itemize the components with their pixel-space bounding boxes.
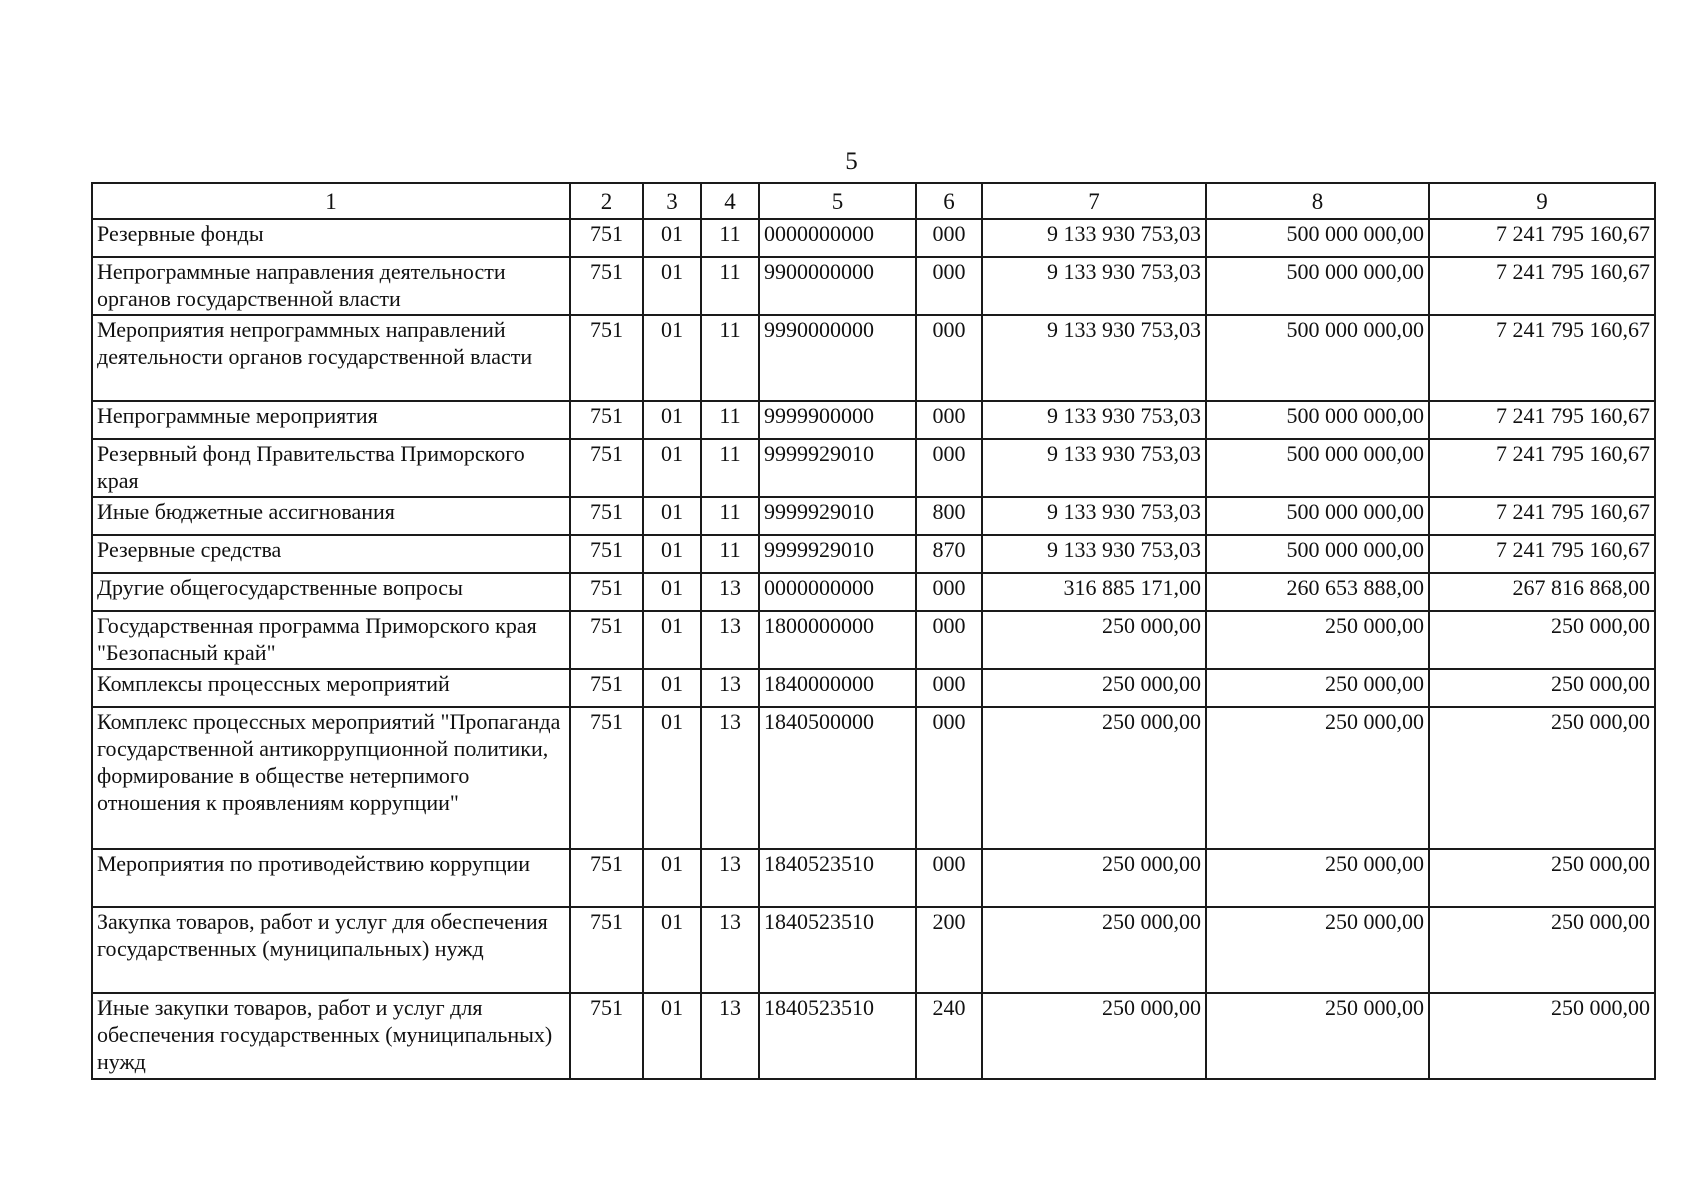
header-cell-1: 1 — [92, 183, 570, 219]
row-code-5: 1800000000 — [759, 611, 916, 669]
row-code-2: 751 — [570, 219, 643, 257]
row-name: Закупка товаров, работ и услуг для обеспечения государственных (муниципальных) нужд — [92, 907, 570, 993]
table-row — [92, 497, 1655, 535]
row-code-4: 11 — [701, 315, 759, 401]
row-code-2: 751 — [570, 611, 643, 669]
row-code-3: 01 — [643, 611, 701, 669]
row-amount-8: 500 000 000,00 — [1206, 219, 1429, 257]
row-amount-8: 500 000 000,00 — [1206, 535, 1429, 573]
table-row — [92, 315, 1655, 401]
row-code-3: 01 — [643, 707, 701, 849]
row-code-6: 000 — [916, 219, 982, 257]
row-code-4: 13 — [701, 669, 759, 707]
row-amount-8: 250 000,00 — [1206, 993, 1429, 1079]
row-code-5: 9900000000 — [759, 257, 916, 315]
row-amount-7: 9 133 930 753,03 — [982, 401, 1206, 439]
row-code-2: 751 — [570, 849, 643, 907]
row-code-2: 751 — [570, 993, 643, 1079]
row-amount-9: 7 241 795 160,67 — [1429, 401, 1655, 439]
row-amount-8: 500 000 000,00 — [1206, 439, 1429, 497]
row-code-3: 01 — [643, 401, 701, 439]
row-amount-7: 9 133 930 753,03 — [982, 315, 1206, 401]
header-cell-5: 5 — [759, 183, 916, 219]
row-code-5: 9999929010 — [759, 535, 916, 573]
row-amount-7: 250 000,00 — [982, 907, 1206, 993]
row-name: Комплекс процессных мероприятий "Пропаганда государственной антикоррупционной политики, формирование в обществе нетерпимого отношения к проявлениям коррупции" — [92, 707, 570, 849]
row-code-6: 000 — [916, 257, 982, 315]
table-row — [92, 849, 1655, 907]
row-code-2: 751 — [570, 401, 643, 439]
row-amount-9: 250 000,00 — [1429, 611, 1655, 669]
row-code-5: 1840500000 — [759, 707, 916, 849]
row-code-3: 01 — [643, 669, 701, 707]
row-amount-7: 316 885 171,00 — [982, 573, 1206, 611]
row-code-4: 13 — [701, 573, 759, 611]
row-code-6: 000 — [916, 669, 982, 707]
row-amount-8: 250 000,00 — [1206, 849, 1429, 907]
budget-table — [91, 182, 1656, 1080]
row-amount-9: 7 241 795 160,67 — [1429, 315, 1655, 401]
table-row — [92, 669, 1655, 707]
header-cell-9: 9 — [1429, 183, 1655, 219]
table-row — [92, 707, 1655, 849]
row-code-3: 01 — [643, 993, 701, 1079]
row-amount-9: 250 000,00 — [1429, 707, 1655, 849]
row-code-6: 000 — [916, 707, 982, 849]
row-code-6: 000 — [916, 401, 982, 439]
row-code-2: 751 — [570, 535, 643, 573]
table-row — [92, 219, 1655, 257]
row-code-2: 751 — [570, 315, 643, 401]
row-amount-8: 250 000,00 — [1206, 611, 1429, 669]
row-amount-8: 250 000,00 — [1206, 707, 1429, 849]
table-row — [92, 573, 1655, 611]
row-name: Иные закупки товаров, работ и услуг для обеспечения государственных (муниципальных) нужд — [92, 993, 570, 1079]
row-code-6: 800 — [916, 497, 982, 535]
row-code-3: 01 — [643, 849, 701, 907]
row-code-6: 870 — [916, 535, 982, 573]
row-amount-8: 500 000 000,00 — [1206, 401, 1429, 439]
row-name: Государственная программа Приморского края "Безопасный край" — [92, 611, 570, 669]
row-amount-9: 250 000,00 — [1429, 669, 1655, 707]
row-amount-7: 9 133 930 753,03 — [982, 439, 1206, 497]
row-code-5: 0000000000 — [759, 573, 916, 611]
row-code-6: 000 — [916, 439, 982, 497]
table-row — [92, 535, 1655, 573]
row-amount-8: 250 000,00 — [1206, 669, 1429, 707]
row-code-2: 751 — [570, 439, 643, 497]
row-name: Другие общегосударственные вопросы — [92, 573, 570, 611]
header-cell-6: 6 — [916, 183, 982, 219]
row-amount-9: 7 241 795 160,67 — [1429, 219, 1655, 257]
row-amount-8: 500 000 000,00 — [1206, 257, 1429, 315]
row-code-4: 13 — [701, 907, 759, 993]
header-cell-2: 2 — [570, 183, 643, 219]
row-amount-9: 7 241 795 160,67 — [1429, 439, 1655, 497]
row-name: Непрограммные направления деятельности органов государственной власти — [92, 257, 570, 315]
row-code-5: 9990000000 — [759, 315, 916, 401]
row-code-2: 751 — [570, 573, 643, 611]
row-code-4: 11 — [701, 219, 759, 257]
header-cell-8: 8 — [1206, 183, 1429, 219]
row-code-3: 01 — [643, 257, 701, 315]
row-code-6: 240 — [916, 993, 982, 1079]
row-name: Мероприятия по противодействию коррупции — [92, 849, 570, 907]
row-code-5: 1840523510 — [759, 993, 916, 1079]
row-code-2: 751 — [570, 907, 643, 993]
row-code-4: 13 — [701, 849, 759, 907]
row-amount-8: 500 000 000,00 — [1206, 315, 1429, 401]
row-amount-8: 250 000,00 — [1206, 907, 1429, 993]
table-row — [92, 907, 1655, 993]
row-amount-9: 7 241 795 160,67 — [1429, 257, 1655, 315]
row-amount-9: 250 000,00 — [1429, 907, 1655, 993]
row-name: Резервные средства — [92, 535, 570, 573]
row-code-4: 11 — [701, 257, 759, 315]
row-code-3: 01 — [643, 439, 701, 497]
row-amount-7: 250 000,00 — [982, 993, 1206, 1079]
row-amount-7: 250 000,00 — [982, 669, 1206, 707]
row-amount-7: 9 133 930 753,03 — [982, 497, 1206, 535]
row-code-3: 01 — [643, 573, 701, 611]
row-amount-9: 250 000,00 — [1429, 849, 1655, 907]
row-code-4: 11 — [701, 439, 759, 497]
header-cell-4: 4 — [701, 183, 759, 219]
row-code-4: 13 — [701, 611, 759, 669]
row-code-6: 200 — [916, 907, 982, 993]
table-row — [92, 257, 1655, 315]
row-name: Непрограммные мероприятия — [92, 401, 570, 439]
table-row — [92, 993, 1655, 1079]
row-code-5: 9999900000 — [759, 401, 916, 439]
row-amount-8: 500 000 000,00 — [1206, 497, 1429, 535]
row-amount-7: 9 133 930 753,03 — [982, 535, 1206, 573]
row-name: Резервные фонды — [92, 219, 570, 257]
table-row — [92, 401, 1655, 439]
row-code-3: 01 — [643, 907, 701, 993]
row-amount-7: 9 133 930 753,03 — [982, 257, 1206, 315]
row-code-6: 000 — [916, 611, 982, 669]
row-code-4: 11 — [701, 497, 759, 535]
row-amount-9: 250 000,00 — [1429, 993, 1655, 1079]
row-name: Мероприятия непрограммных направлений деятельности органов государственной власти — [92, 315, 570, 401]
header-cell-3: 3 — [643, 183, 701, 219]
table-row — [92, 611, 1655, 669]
row-code-5: 1840523510 — [759, 907, 916, 993]
row-amount-9: 7 241 795 160,67 — [1429, 535, 1655, 573]
row-amount-9: 7 241 795 160,67 — [1429, 497, 1655, 535]
row-code-5: 9999929010 — [759, 497, 916, 535]
row-code-2: 751 — [570, 707, 643, 849]
row-code-3: 01 — [643, 535, 701, 573]
row-name: Резервный фонд Правительства Приморского края — [92, 439, 570, 497]
row-code-5: 9999929010 — [759, 439, 916, 497]
table-row — [92, 439, 1655, 497]
row-name: Комплексы процессных мероприятий — [92, 669, 570, 707]
row-amount-9: 267 816 868,00 — [1429, 573, 1655, 611]
header-cell-7: 7 — [982, 183, 1206, 219]
row-code-5: 0000000000 — [759, 219, 916, 257]
row-code-3: 01 — [643, 497, 701, 535]
row-code-4: 11 — [701, 401, 759, 439]
row-code-6: 000 — [916, 315, 982, 401]
row-code-2: 751 — [570, 669, 643, 707]
row-code-6: 000 — [916, 849, 982, 907]
header-row — [92, 183, 1655, 219]
row-code-5: 1840000000 — [759, 669, 916, 707]
row-code-5: 1840523510 — [759, 849, 916, 907]
row-amount-7: 9 133 930 753,03 — [982, 219, 1206, 257]
row-code-3: 01 — [643, 219, 701, 257]
row-code-4: 11 — [701, 535, 759, 573]
row-code-2: 751 — [570, 257, 643, 315]
row-amount-7: 250 000,00 — [982, 611, 1206, 669]
row-amount-8: 260 653 888,00 — [1206, 573, 1429, 611]
row-code-3: 01 — [643, 315, 701, 401]
row-code-4: 13 — [701, 707, 759, 849]
row-amount-7: 250 000,00 — [982, 707, 1206, 849]
row-amount-7: 250 000,00 — [982, 849, 1206, 907]
row-name: Иные бюджетные ассигнования — [92, 497, 570, 535]
row-code-4: 13 — [701, 993, 759, 1079]
row-code-2: 751 — [570, 497, 643, 535]
row-code-6: 000 — [916, 573, 982, 611]
page-number: 5 — [845, 148, 858, 175]
